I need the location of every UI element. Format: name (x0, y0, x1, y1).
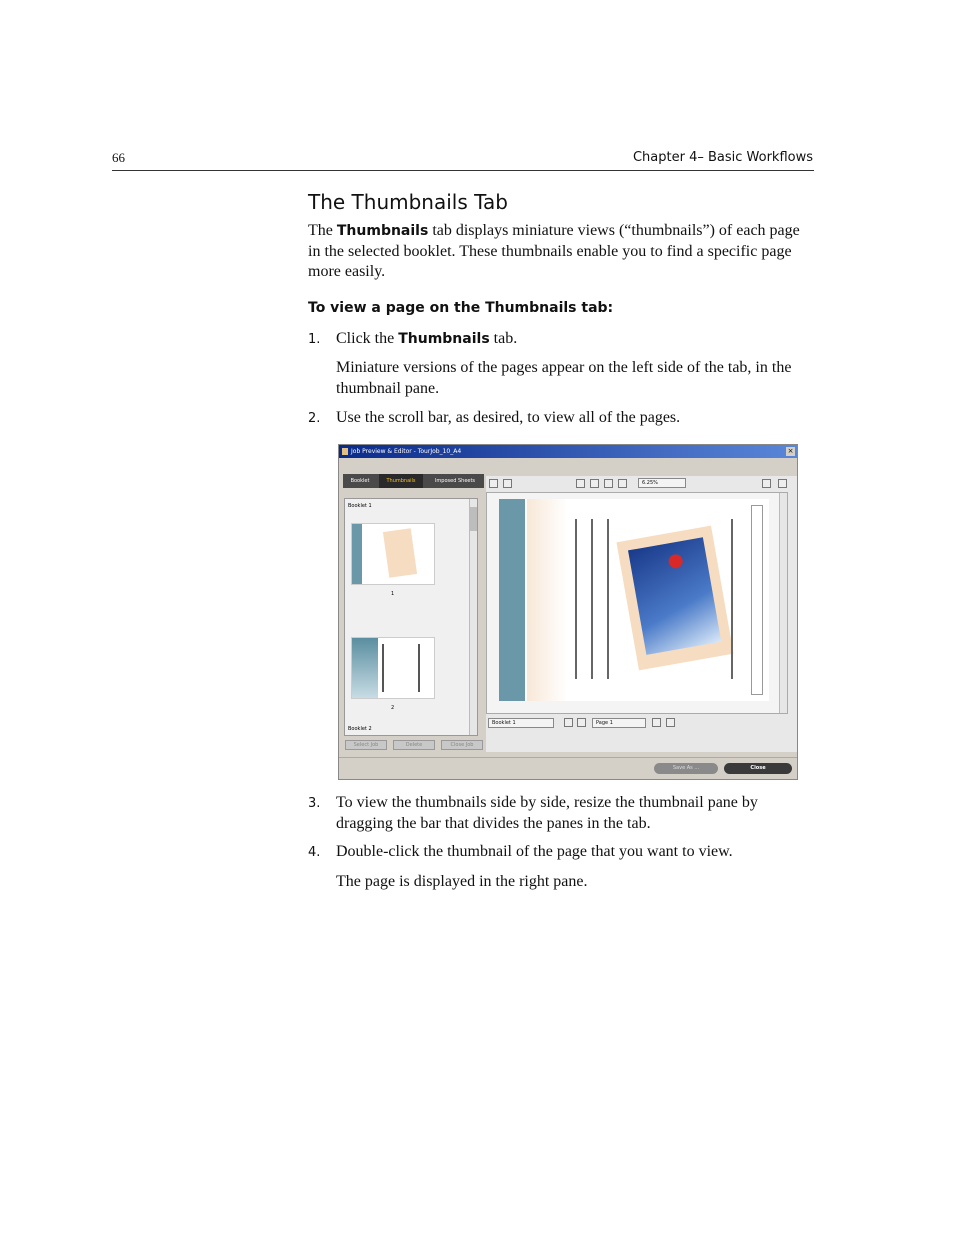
step-1 (336, 329, 814, 350)
header-rule (112, 170, 814, 171)
thumbnail-scrollbar[interactable] (469, 499, 477, 735)
tab-imposed-sheets[interactable]: Imposed Sheets (434, 478, 476, 484)
close-icon[interactable]: × (787, 447, 794, 455)
close-button[interactable]: Close (724, 763, 792, 774)
previous-page-icon[interactable] (577, 718, 586, 727)
ui-term: Thumbnails (398, 331, 490, 347)
print-icon[interactable] (778, 479, 787, 488)
select-job-button[interactable]: Select Job (345, 740, 387, 750)
thumbnail-page-number: 1 (391, 591, 395, 597)
window-footer (339, 757, 797, 780)
step-number: 2. (308, 411, 321, 426)
window-title-bar (339, 445, 797, 458)
page-viewer[interactable] (486, 492, 788, 714)
step-4: Double-click the thumbnail of the page that you want to view. (336, 843, 733, 860)
step-text: Click the (336, 330, 395, 347)
pan-tool-icon[interactable] (489, 479, 498, 488)
note-line: Miniature versions of the pages appear on the left side of the tab, in the (336, 359, 792, 376)
ui-term: Thumbnails (336, 223, 429, 239)
tab-thumbnails[interactable]: Thumbnails (379, 474, 423, 488)
note-line: thumbnail pane. (336, 379, 440, 397)
scrollbar-thumb[interactable] (470, 507, 477, 531)
pencil-icon[interactable] (503, 479, 512, 488)
page-gradient (527, 499, 567, 701)
intro-text: tab displays miniature views (“thumbnails”) of each page (432, 222, 800, 239)
actual-size-icon[interactable] (618, 479, 627, 488)
booklet-1-label: Booklet 1 (348, 503, 372, 509)
step-number: 1. (308, 332, 321, 347)
tab-booklet[interactable]: Booklet (350, 478, 370, 484)
step-4-note: The page is displayed in the right pane. (336, 873, 588, 890)
zoom-select[interactable]: 6.25% (638, 478, 686, 488)
text-column (607, 519, 609, 679)
procedure-heading: To view a page on the Thumbnails tab: (308, 300, 614, 316)
viewer-scrollbar[interactable] (779, 493, 787, 713)
intro-line-1 (308, 221, 814, 242)
text-column (575, 519, 577, 679)
intro-paragraph (308, 221, 814, 283)
page-number: 66 (112, 150, 125, 165)
step-number: 4. (308, 845, 321, 860)
thumbnail-pane (343, 462, 484, 752)
intro-line-2: in the selected booklet. These thumbnails enable you to find a specific page (308, 242, 792, 260)
zoom-in-icon[interactable] (576, 479, 585, 488)
tab-bar (343, 474, 484, 488)
page-select[interactable]: Page 1 (592, 718, 646, 728)
step-text: tab. (493, 330, 518, 347)
text-column (591, 519, 593, 679)
spread-page (499, 499, 769, 701)
window-title: Job Preview & Editor - TourJob_10_A4 (351, 448, 462, 455)
step-1-note (336, 358, 814, 399)
edit-icon[interactable] (762, 479, 771, 488)
fit-page-icon[interactable] (604, 479, 613, 488)
app-icon (342, 448, 348, 455)
running-header: Chapter 4– Basic Workflows (632, 150, 813, 165)
text-column (418, 644, 420, 692)
next-page-icon[interactable] (652, 718, 661, 727)
first-page-icon[interactable] (564, 718, 573, 727)
step-2: Use the scroll bar, as desired, to view all of the pages. (336, 409, 681, 426)
sidebar-box (751, 505, 763, 695)
delete-button[interactable]: Delete (393, 740, 435, 750)
zoom-out-icon[interactable] (590, 479, 599, 488)
job-preview-window-screenshot (338, 444, 798, 780)
thumbnail-list[interactable] (344, 498, 478, 736)
page-color-band (499, 499, 525, 701)
text-column (382, 644, 384, 692)
step-3 (336, 793, 814, 834)
page-strip (352, 524, 362, 584)
booklet-select[interactable]: Booklet 1 (488, 718, 554, 728)
thumbnail-page-1[interactable] (351, 523, 435, 585)
text-column (731, 519, 733, 679)
close-job-button[interactable]: Close Job (441, 740, 483, 750)
thumbnail-page-2[interactable] (351, 637, 435, 699)
preview-pane (486, 476, 798, 752)
section-title: The Thumbnails Tab (308, 190, 508, 214)
page-image (352, 638, 378, 698)
booklet-2-label: Booklet 2 (348, 726, 372, 732)
photo-card (616, 526, 733, 671)
step-number: 3. (308, 796, 321, 811)
last-page-icon[interactable] (666, 718, 675, 727)
save-as-button[interactable]: Save As ... (654, 763, 718, 774)
step-line: To view the thumbnails side by side, resize the thumbnail pane by (336, 794, 758, 811)
step-line: dragging the bar that divides the panes in the tab. (336, 814, 651, 832)
thumbnail-page-number: 2 (391, 705, 395, 711)
photo-card (383, 528, 417, 577)
intro-text: The (308, 222, 333, 239)
intro-line-3: more easily. (308, 263, 386, 280)
